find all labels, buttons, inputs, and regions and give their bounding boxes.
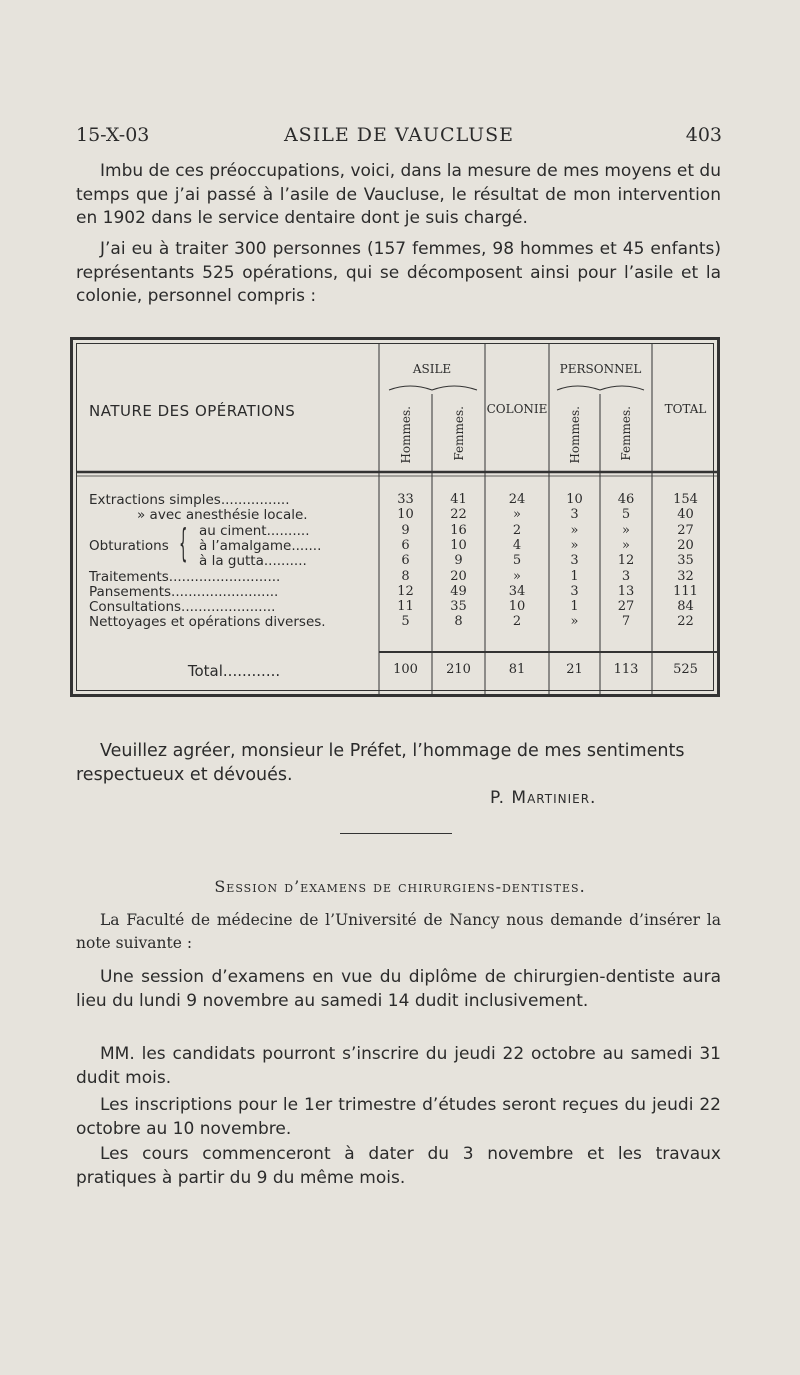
total-value: 81 <box>508 662 526 677</box>
row-value: 12 <box>397 583 414 599</box>
row-value: 111 <box>673 583 698 599</box>
row-value: 49 <box>450 583 467 599</box>
total-value: 525 <box>673 662 698 677</box>
row-value: 9 <box>454 553 463 569</box>
row-value: 22 <box>450 507 467 523</box>
header-personnel-femmes: Femmes. <box>619 406 633 461</box>
section-divider <box>340 833 452 834</box>
page-number: 403 <box>685 124 722 146</box>
row-value: 8 <box>401 568 410 584</box>
row-value: 2 <box>512 522 522 538</box>
header-total: TOTAL <box>664 402 707 416</box>
header-asile-hommes: Hommes. <box>398 406 413 464</box>
row-value: 32 <box>677 568 694 584</box>
row-value: 16 <box>450 522 467 538</box>
row-value: 7 <box>621 614 631 630</box>
header-date: 15-X-03 <box>76 124 150 146</box>
row-value: 3 <box>570 583 579 599</box>
row-value: » <box>622 522 630 538</box>
row-value: 5 <box>621 507 631 523</box>
row-label: Extractions simples................ <box>89 492 290 508</box>
section-title: Session d’examens de chirurgiens-dentistes. <box>214 877 586 896</box>
row-value: 10 <box>508 599 526 615</box>
total-value: 113 <box>613 662 639 677</box>
total-value: 21 <box>566 662 583 677</box>
row-value: 9 <box>401 522 410 538</box>
row-value: 5 <box>512 553 522 569</box>
row-value: 27 <box>677 522 694 538</box>
signature: P. Martinier. <box>490 788 597 808</box>
row-value: 22 <box>677 614 694 630</box>
header-title: ASILE DE VAUCLUSE <box>283 124 515 146</box>
row-value: 41 <box>450 492 467 507</box>
obturations-label: Obturations <box>89 538 169 554</box>
section-paragraph-4: Les cours commenceront à dater du 3 novembre et les travaux pratiques à partir du 9 du même mois. <box>76 1144 721 1188</box>
running-header <box>76 124 722 150</box>
row-value: 1 <box>570 599 579 615</box>
row-value: 20 <box>450 568 467 584</box>
row-value: 1 <box>570 568 579 584</box>
intro-paragraph-2: J’ai eu à traiter 300 personnes (157 femmes, 98 hommes et 45 enfants) représentants 525 opérations, qui se décomposent ainsi pour l’asile et la colonie, personnel compris : <box>76 239 721 306</box>
row-value: 3 <box>570 553 579 569</box>
intro-paragraph-1: Imbu de ces préoccupations, voici, dans la mesure de mes moyens et du temps que j’ai passé à l’asile de Vaucluse, le résultat de mon intervention en 1902 dans le service dentaire dont je suis chargé. <box>76 161 721 228</box>
row-value: 20 <box>677 537 694 553</box>
row-value: 10 <box>450 537 467 553</box>
row-value: » <box>513 507 521 523</box>
header-personnel: PERSONNEL <box>559 362 642 376</box>
obturations-brace: { <box>179 521 188 565</box>
total-label: Total............ <box>187 662 281 680</box>
row-value: 12 <box>617 553 635 569</box>
row-value: 40 <box>677 507 694 523</box>
header-personnel-hommes: Hommes. <box>567 406 582 464</box>
total-value: 100 <box>393 662 418 677</box>
row-value: 11 <box>397 599 414 615</box>
section-paragraph-1: Une session d’examens en vue du diplôme de chirurgien-dentiste aura lieu du lundi 9 novembre au samedi 14 dudit inclusivement. <box>76 967 721 1011</box>
header-nature: NATURE DES OPÉRATIONS <box>89 402 296 420</box>
row-value: » <box>570 614 579 630</box>
total-value: 210 <box>446 662 471 677</box>
row-value: 6 <box>401 553 410 569</box>
row-label: Pansements......................... <box>89 583 279 600</box>
row-value: 84 <box>677 599 694 615</box>
row-value: 10 <box>566 492 583 507</box>
row-label: Consultations...................... <box>89 599 276 616</box>
row-value: 154 <box>673 492 698 507</box>
row-value: » <box>513 568 521 584</box>
row-value: 2 <box>512 614 522 630</box>
row-label: » avec anesthésie locale. <box>137 507 308 524</box>
header-colonie: COLONIE <box>486 402 548 416</box>
row-label: Traitements.......................... <box>89 568 281 585</box>
row-label: au ciment.......... <box>199 522 310 539</box>
closing-salutation: Veuillez agréer, monsieur le Préfet, l’hommage de mes sentiments respectueux et dévoués. <box>76 741 685 785</box>
section-paragraph-3: Les inscriptions pour le 1er trimestre d’études seront reçues du jeudi 22 octobre au 10 novembre. <box>76 1095 721 1139</box>
operations-table <box>70 337 720 697</box>
row-value: 46 <box>617 492 635 507</box>
row-value: 3 <box>621 568 631 584</box>
row-value: 13 <box>617 583 635 599</box>
row-value: 10 <box>397 507 414 523</box>
row-value: 4 <box>512 537 522 553</box>
row-label: à la gutta.......... <box>199 553 307 570</box>
section-intro: La Faculté de médecine de l’Université de Nancy nous demande d’insérer la note suivante : <box>76 911 721 952</box>
row-value: 5 <box>401 614 410 630</box>
row-value: 6 <box>401 537 410 553</box>
header-asile: ASILE <box>412 362 452 376</box>
row-value: » <box>570 522 579 538</box>
row-value: 35 <box>450 599 467 615</box>
row-label: Nettoyages et opérations diverses. <box>89 614 326 631</box>
row-label: à l’amalgame....... <box>199 537 322 554</box>
section-paragraph-2: MM. les candidats pourront s’inscrire du jeudi 22 octobre au samedi 31 dudit mois. <box>76 1044 721 1088</box>
row-value: 8 <box>454 614 463 630</box>
row-value: 24 <box>508 492 526 507</box>
header-asile-femmes: Femmes. <box>451 406 466 461</box>
row-value: 3 <box>570 507 579 523</box>
row-value: 35 <box>677 553 694 569</box>
row-value: 27 <box>617 599 635 615</box>
row-value: 34 <box>508 583 526 599</box>
row-value: 33 <box>397 492 414 507</box>
row-value: » <box>622 537 630 553</box>
row-value: » <box>570 537 579 553</box>
